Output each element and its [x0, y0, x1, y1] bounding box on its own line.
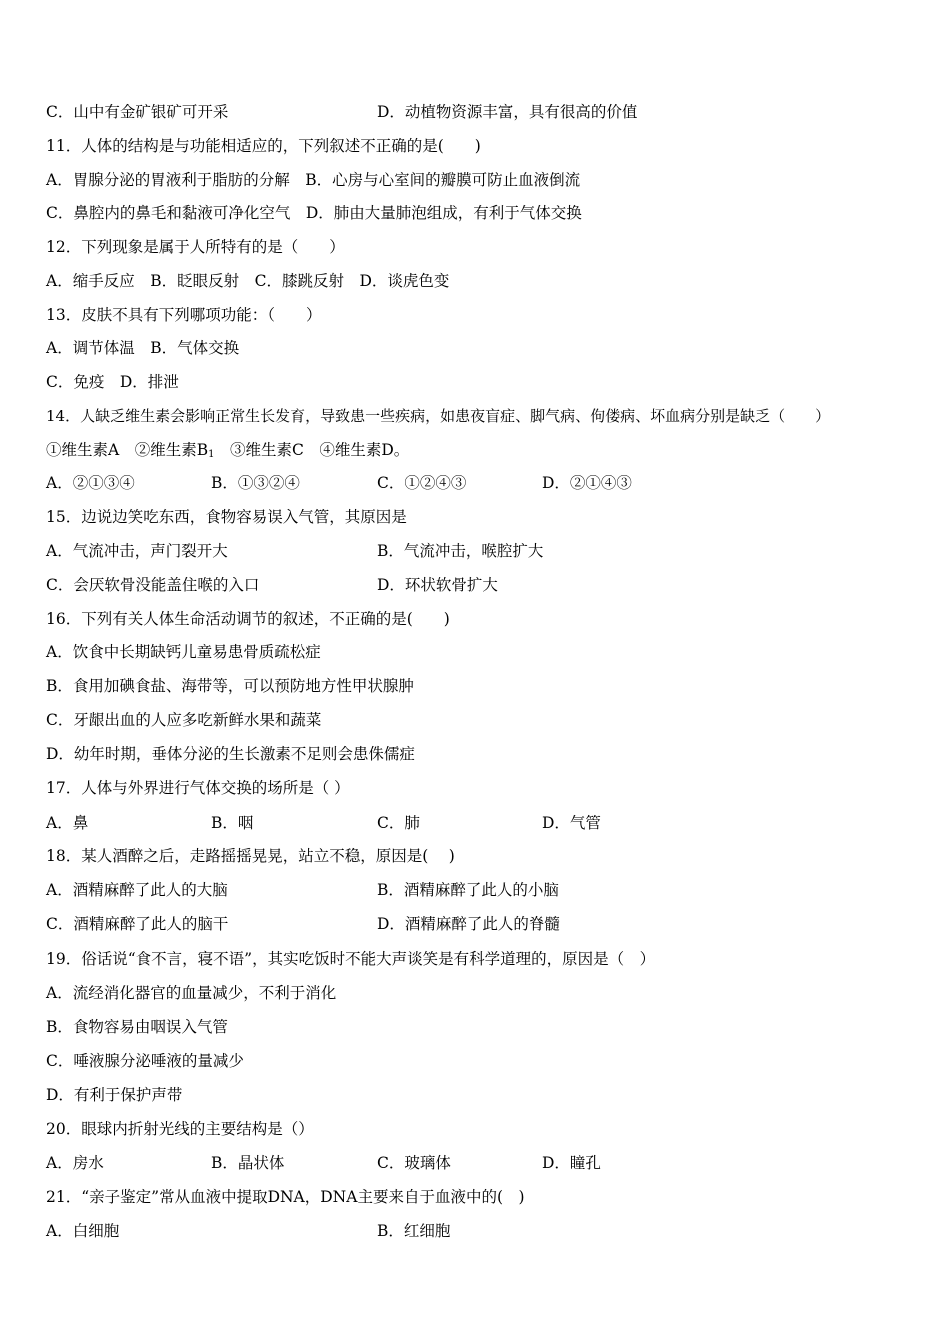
q14-option-a: A．②①③④ — [46, 474, 135, 492]
q20-option-c: C．玻璃体 — [377, 1154, 451, 1172]
q16-option-c: C．牙龈出血的人应多吃新鲜水果和蔬菜 — [46, 711, 322, 729]
q17-option-c: C．肺 — [377, 814, 420, 832]
q16-option-a: A．饮食中长期缺钙儿童易患骨质疏松症 — [46, 643, 321, 661]
q19-stem: 19．俗话说“食不言，寝不语”，其实吃饭时不能大声谈笑是有科学道理的，原因是（ ） — [46, 950, 656, 968]
q19-option-b: B．食物容易由咽误入气管 — [46, 1018, 228, 1036]
q16-option-b: B．食用加碘食盐、海带等，可以预防地方性甲状腺肿 — [46, 677, 414, 695]
q14-option-b: B．①③②④ — [211, 474, 300, 492]
q11-options-ab: A．胃腺分泌的胃液利于脂肪的分解 B．心房与心室间的瓣膜可防止血液倒流 — [46, 171, 581, 189]
q15-option-c: C．会厌软骨没能盖住喉的入口 — [46, 576, 260, 594]
q19-option-a: A．流经消化器官的血量减少，不利于消化 — [46, 984, 337, 1002]
q19-option-c: C．唾液腺分泌唾液的量减少 — [46, 1052, 244, 1070]
q17-option-d: D．气管 — [542, 814, 601, 832]
q15-option-b: B．气流冲击，喉腔扩大 — [377, 542, 544, 560]
q18-option-d: D．酒精麻醉了此人的脊髓 — [377, 915, 560, 933]
q12-stem: 12．下列现象是属于人所特有的是（ ） — [46, 238, 345, 256]
q14-items-part2: ③维生素C ④维生素D。 — [214, 441, 410, 459]
q14-stem: 14．人缺乏维生素会影响正常生长发育，导致患一些疾病，如患夜盲症、脚气病、佝偻病、坏血病分别是缺乏（ ） — [46, 407, 831, 425]
q15-option-a: A．气流冲击，声门裂开大 — [46, 542, 228, 560]
q16-stem: 16．下列有关人体生命活动调节的叙述，不正确的是( ) — [46, 610, 450, 628]
q18-option-c: C．酒精麻醉了此人的脑干 — [46, 915, 229, 933]
q20-option-b: B．晶状体 — [211, 1154, 285, 1172]
q18-stem: 18．某人酒醉之后，走路摇摇晃晃，站立不稳，原因是( ) — [46, 847, 455, 865]
q18-option-b: B．酒精麻醉了此人的小脑 — [377, 881, 559, 899]
q13-options-ab: A．调节体温 B．气体交换 — [46, 339, 240, 357]
q12-options: A．缩手反应 B．眨眼反射 C．膝跳反射 D．谈虎色变 — [46, 272, 450, 290]
q11-options-cd: C．鼻腔内的鼻毛和黏液可净化空气 D．肺由大量肺泡组成，有利于气体交换 — [46, 204, 582, 222]
q10-option-c: C．山中有金矿银矿可开采 — [46, 103, 229, 121]
q15-option-d: D．环状软骨扩大 — [377, 576, 498, 594]
q16-option-d: D．幼年时期，垂体分泌的生长激素不足则会患侏儒症 — [46, 745, 415, 763]
q14-option-d: D．②①④③ — [542, 474, 632, 492]
q15-stem: 15．边说边笑吃东西，食物容易误入气管，其原因是 — [46, 508, 407, 526]
q21-option-b: B．红细胞 — [377, 1222, 451, 1240]
q13-stem: 13．皮肤不具有下列哪项功能：（ ） — [46, 306, 322, 324]
q18-option-a: A．酒精麻醉了此人的大脑 — [46, 881, 228, 899]
q14-items-part1: ①维生素A ②维生素B — [46, 441, 209, 459]
q21-stem: 21．“亲子鉴定”常从血液中提取DNA，DNA主要来自于血液中的( ) — [46, 1188, 525, 1206]
q20-option-d: D．瞳孔 — [542, 1154, 601, 1172]
q11-stem: 11．人体的结构是与功能相适应的，下列叙述不正确的是( ) — [46, 137, 481, 155]
q20-option-a: A．房水 — [46, 1154, 104, 1172]
q10-option-d: D．动植物资源丰富，具有很高的价值 — [377, 103, 638, 121]
q19-option-d: D．有利于保护声带 — [46, 1086, 183, 1104]
q14-option-c: C．①②④③ — [377, 474, 467, 492]
q17-option-b: B．咽 — [211, 814, 254, 832]
q13-options-cd: C．免疫 D．排泄 — [46, 373, 179, 391]
q17-option-a: A．鼻 — [46, 814, 89, 832]
q21-option-a: A．白细胞 — [46, 1222, 120, 1240]
q17-stem: 17．人体与外界进行气体交换的场所是（ ） — [46, 779, 350, 797]
q14-items — [46, 439, 409, 461]
q14-items-subscript: 1 — [208, 449, 215, 460]
q20-stem: 20．眼球内折射光线的主要结构是（） — [46, 1120, 314, 1138]
